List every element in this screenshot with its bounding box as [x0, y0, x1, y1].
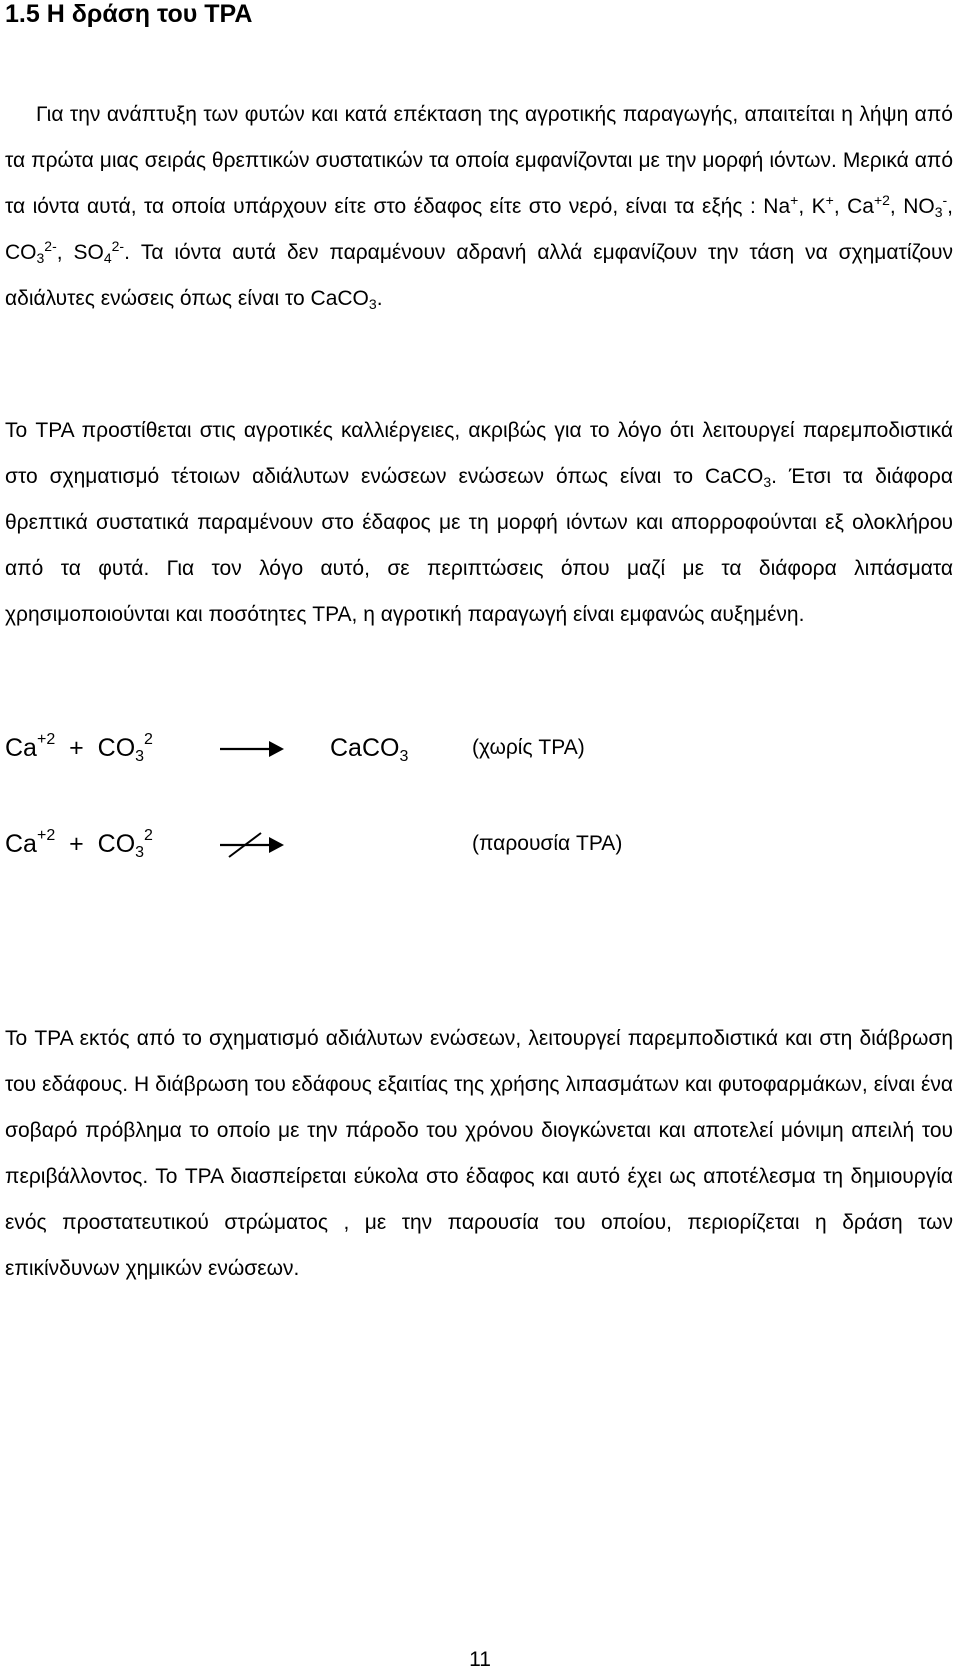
paragraph-nutrient-ions: Για την ανάπτυξη των φυτών και κατά επέκταση της αγροτικής παραγωγής, απαιτείται η λήψη από τα πρώτα μιας σειράς θρεπτικών συστατικών τα οποία εμφανίζονται με την μορφή ιόντων. Μερικά από τα ιόντα αυτά, τα οποία υπάρχουν είτε στο έδαφος είτε στο νερό, είναι τα εξής : Na+, K+, $Ca^{+2}$, $NO_3^-$, $CO_3^{2-}$, $SO_4^{2-}$. Τα ιόντα αυτά δεν παραμένουν αδρανή αλλά εμφανίζουν την τάση να σχηματίζουν αδιάλυτες ενώσεις όπως είναι το CaCO$_3$.: [5, 103, 954, 312]
ion-ca: $Ca^{+2}$: [847, 192, 890, 218]
caco3-subscript: 3: [368, 296, 377, 312]
equation-reactants: $Ca^{+2} + CO_3^2$: [5, 827, 153, 861]
equation-product: CaCO$_3$: [330, 734, 409, 765]
caco3-subscript: 3: [763, 474, 772, 490]
paragraph-soil-erosion: Το TPA εκτός από το σχηματισμό αδιάλυτων ενώσεων, λειτουργεί παρεμποδιστικά και στη διάβρωση του εδάφους. Η διάβρωση του εδάφους εξαιτίας της χρήσης λιπασμάτων και φυτοφαρμάκων, είναι ένα σοβαρό πρόβλημα το οποίο με την πάροδο του χρόνου διογκώνεται και αποτελεί μόνιμη απειλή του περιβάλλοντος. Το TPA διασπείρεται εύκολα στο έδαφος και αυτό έχει ως αποτέλεσμα τη δημιουργία ενός προστατευτικού στρώματος , με την παρουσία του οποίου, περιορίζεται η δράση των επικίνδυνων χημικών ενώσεων.: [5, 1027, 953, 1280]
equation-reactants: $Ca^{+2} + CO_3^2$: [5, 731, 153, 765]
ion-k: K+: [811, 192, 834, 218]
paragraph-intro: Για την ανάπτυξη των φυτών και κατά επέκταση της αγροτικής παραγωγής, απαιτείται η λήψη από τα πρώτα μιας σειράς θρεπτικών συστατικών τα οποία εμφανίζονται με την μορφή ιόντων. Μερικά από τα ιόντα αυτά, τα οποία υπάρχουν είτε στο έδαφος είτε στο νερό, είναι τα εξής :: [5, 103, 953, 218]
ion-na: Na+: [763, 192, 799, 218]
page-number: 11: [469, 1648, 491, 1671]
ion-no3: $NO_3^-$: [903, 192, 948, 220]
equation-without-tpa: [5, 723, 905, 773]
equation-condition: (παρουσία TPA): [472, 832, 623, 855]
paragraph-tpa-role: Το TPA προστίθεται στις αγροτικές καλλιέργειες, ακριβώς για το λόγο ότι λειτουργεί παρεμποδιστικά στο σχηματισμό τέτοιων αδιάλυτων ενώσεων ενώσεων όπως είναι το CaCO$_3$. Έτσι τα διάφορα θρεπτικά συστατικά παραμένουν στο έδαφος με τη μορφή ιόντων και απορροφούνται εξ ολοκλήρου από τα φυτά. Για τον λόγο αυτό, σε περιπτώσεις όπου μαζί με τα διάφορα λιπάσματα χρησιμοποιούνται και ποσότητες TPA, η αγροτική παραγωγή είναι εμφανώς αυξημένη.: [5, 419, 953, 626]
blocked-reaction-arrow-icon: [219, 832, 285, 858]
paragraph-outro: . Τα ιόντα αυτά δεν παραμένουν αδρανή αλλά εμφανίζουν την τάση να σχηματίζουν αδιάλυτες ενώσεις όπως είναι το CaCO: [5, 241, 954, 310]
section-heading: 1.5 Η δράση του TPA: [5, 0, 253, 28]
equation-with-tpa: [5, 819, 905, 869]
ion-so4: $SO_4^{2-}$: [73, 238, 125, 266]
ion-co3: $CO_3^{2-}$: [5, 238, 57, 266]
equation-condition: (χωρίς TPA): [472, 736, 585, 759]
reaction-arrow-icon: [219, 736, 285, 762]
